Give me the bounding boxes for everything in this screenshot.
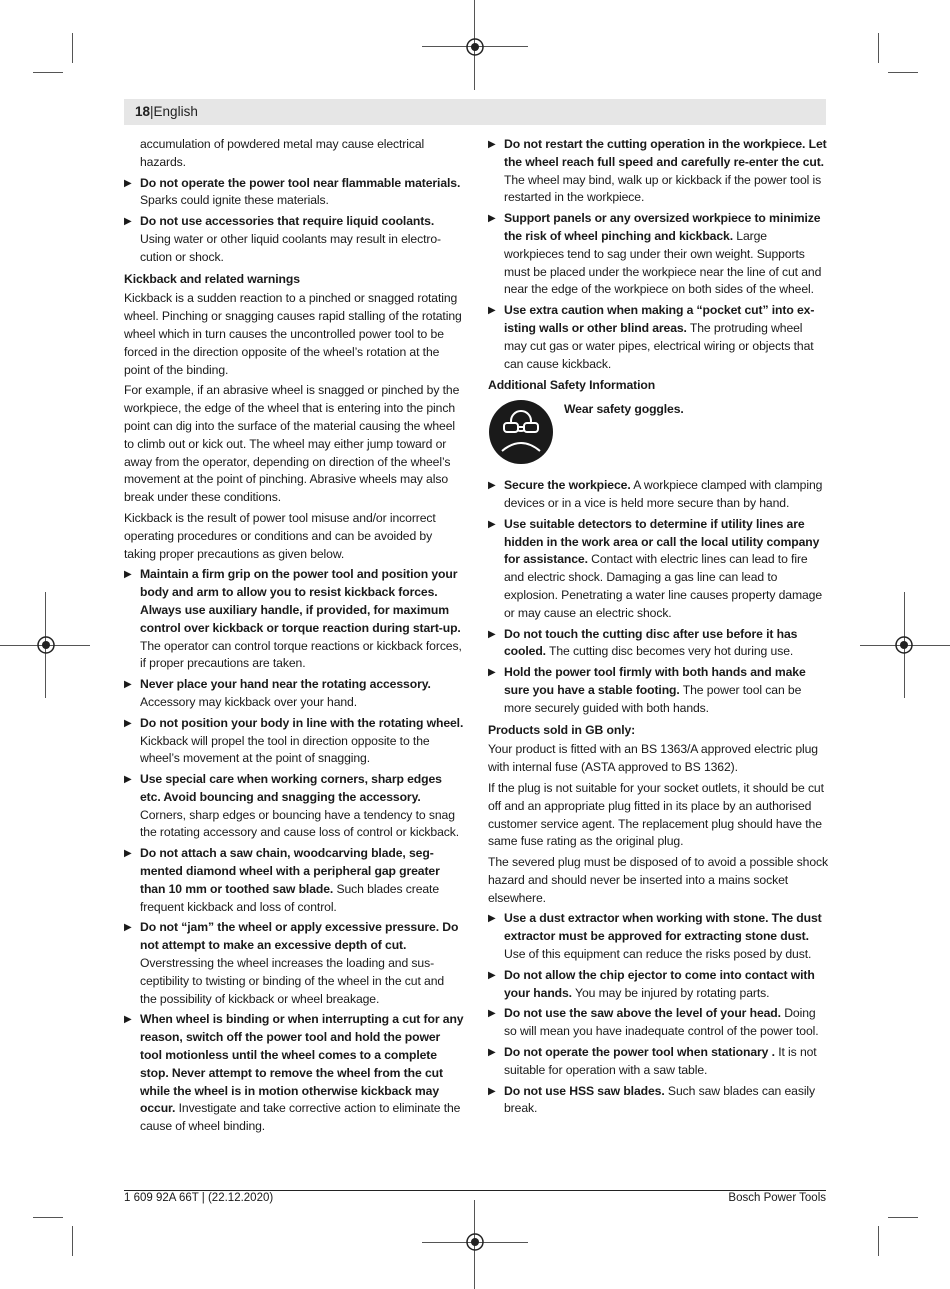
- footer-doc-id: 1 609 92A 66T | (22.12.2020): [124, 1192, 274, 1204]
- list-item: ▶ Do not use accessories that require liquid coolants. Using water or other liquid coolants may result in electrocution or shock.: [124, 214, 442, 264]
- list-item: ▶ Use a dust extractor when working with stone. The dust extractor must be approved for extracting stone dust. Use of this equipment can reduce the risks posed by dust.: [488, 911, 822, 962]
- list-item: ▶ Secure the workpiece. A workpiece clamped with clamping devices or in a vice is held more secure than by hand.: [488, 478, 823, 510]
- paragraph: The severed plug must be disposed of to avoid a possible shock hazard and should never be inserted into a mains socket elsewhere.: [488, 855, 828, 905]
- list-item: ▶ Do not attach a saw chain, woodcarving blade, segmented diamond wheel with a peripheral gap greater than 10 mm or toothed saw blade. Such blades create frequent kickback and loss of control.: [124, 846, 440, 914]
- list-item: ▶ Use extra caution when making a “pocket cut” into existing walls or other blind areas. The protruding wheel may cut gas or water pipes, electrical wiring or objects that can cause kickback.: [488, 303, 815, 371]
- paragraph: For example, if an abrasive wheel is snagged or pinched by the workpiece, the edge of the wheel that is entering into the pinch point can dig into the surface of the material causing the wheel to climb out or kick out. The wheel may either jump toward or away from the operator, depending on direction of the wheel’s movement at the point of pinching. Abrasive wheels may also break under these conditions.: [124, 383, 460, 505]
- footer-brand: Bosch Power Tools: [728, 1192, 826, 1204]
- crop-mark: [888, 1217, 918, 1218]
- bullet-arrow-icon: ▶: [124, 1014, 132, 1026]
- bullet-arrow-icon: ▶: [124, 177, 132, 189]
- crop-mark: [72, 1226, 73, 1256]
- list-item: ▶ Maintain a firm grip on the power tool and position your body and arm to allow you to resist kickback forces. Always use auxiliary handle, if provided, for maximum control over kickback or torque reaction during start-up. The operator can control torque reactions or kickback forces, if proper precautions are taken.: [124, 567, 462, 671]
- bullet-arrow-icon: ▶: [488, 305, 496, 317]
- list-item: ▶ Do not position your body in line with the rotating wheel. Kickback will propel the tool in direction opposite to the wheel’s movement at the point of snagging.: [124, 715, 464, 766]
- bullet-arrow-icon: ▶: [488, 667, 496, 679]
- bullet-arrow-icon: ▶: [124, 717, 132, 729]
- header-language: English: [153, 104, 198, 119]
- goggles-notice: [488, 399, 828, 469]
- crop-mark: [33, 1217, 63, 1218]
- bullet-arrow-icon: ▶: [124, 774, 132, 786]
- list-item: ▶ Do not restart the cutting operation in the workpiece. Let the wheel reach full speed and carefully re-enter the cut. The wheel may bind, walk up or kickback if the power tool is restarted in the workpiece.: [488, 137, 827, 205]
- bullet-arrow-icon: ▶: [488, 1047, 496, 1059]
- list-item: ▶ Do not “jam” the wheel or apply excessive pressure. Do not attempt to make an excessive depth of cut. Overstressing the wheel increases the loading and susceptibility to twisting or binding of the wheel in the cut and the possibility of kickback or wheel breakage.: [124, 920, 459, 1006]
- bullet-arrow-icon: ▶: [488, 139, 496, 150]
- crop-mark: [72, 33, 73, 63]
- crop-mark: [878, 1226, 879, 1256]
- paragraph: Kickback is the result of power tool misuse and/or incorrect operating procedures or conditions and can be avoided by taking proper precautions as given below.: [124, 510, 436, 561]
- paragraph: Your product is fitted with an BS 1363/A approved electric plug with internal fuse (ASTA approved to BS 1362).: [488, 742, 818, 775]
- list-item: ▶ Do not operate the power tool when stationary . It is not suitable for operation with a saw table.: [488, 1045, 817, 1077]
- crop-mark: [33, 72, 63, 73]
- bullet-arrow-icon: ▶: [124, 216, 132, 228]
- paragraph: If the plug is not suitable for your socket outlets, it should be cut off and an appropriate plug fitted in its place by an authorised customer service agent. The replacement plug should have the same fuse rating as the original plug.: [488, 780, 824, 849]
- registration-mark-icon: [35, 634, 57, 656]
- registration-mark-icon: [893, 634, 915, 656]
- continued-text: accumulation of powdered metal may cause electrical hazards.: [140, 137, 425, 169]
- bullet-arrow-icon: ▶: [488, 969, 496, 981]
- list-item: ▶ When wheel is binding or when interrupting a cut for any reason, switch off the power tool and hold the power tool motionless until the wheel comes to a complete stop. Never attempt to remove the wheel from the cut while the wheel is in motion otherwise kickback may occur. Investigate and take corrective action to eliminate the cause of wheel binding.: [124, 1012, 464, 1134]
- list-item: ▶ Use special care when working corners, sharp edges etc. Avoid bouncing and snagging the accessory. Corners, sharp edges or bouncing have a tendency to snag the rotating accessory and cause loss of control or kickback.: [124, 772, 460, 840]
- list-item: ▶ Do not use HSS saw blades. Such saw blades can easily break.: [488, 1083, 816, 1116]
- safety-goggles-icon: [488, 399, 554, 465]
- bullet-arrow-icon: ▶: [488, 480, 496, 492]
- list-item: ▶ Do not use the saw above the level of your head. Doing so will mean you have inadequate control of the power tool.: [488, 1006, 819, 1039]
- list-item: ▶ Hold the power tool firmly with both hands and make sure you have a stable footing. The power tool can be more securely guided with both hands.: [488, 665, 806, 715]
- bullet-arrow-icon: ▶: [488, 1008, 496, 1020]
- list-item: ▶ Do not touch the cutting disc after use before it has cooled. The cutting disc becomes very hot during use.: [488, 626, 798, 659]
- header-separator: |: [150, 104, 154, 119]
- paragraph: Kickback is a sudden reaction to a pinched or snagged rotating wheel. Pinching or snagging causes rapid stalling of the rotating wheel which in turn causes the uncontrolled power tool to be forced in the direction opposite of the wheel’s rotation at the point of the binding.: [124, 291, 462, 377]
- bullet-arrow-icon: ▶: [124, 922, 132, 934]
- bullet-arrow-icon: ▶: [124, 848, 132, 860]
- bullet-arrow-icon: ▶: [488, 213, 496, 225]
- list-item: ▶ Do not operate the power tool near flammable materials. Sparks could ignite these materials.: [124, 175, 461, 208]
- registration-mark-icon: [464, 1231, 486, 1253]
- footer-rule: [124, 1190, 826, 1191]
- left-column: [124, 136, 464, 1139]
- list-item: ▶ Never place your hand near the rotating accessory. Accessory may kickback over your hand.: [124, 677, 431, 709]
- bullet-arrow-icon: ▶: [124, 679, 132, 691]
- section-heading: Products sold in GB only:: [488, 722, 636, 737]
- bullet-arrow-icon: ▶: [488, 1085, 496, 1097]
- goggles-label: Wear safety goggles.: [564, 402, 684, 417]
- section-heading: Additional Safety Information: [488, 378, 656, 393]
- list-item: ▶ Do not allow the chip ejector to come into contact with your hands. You may be injured by rotating parts.: [488, 967, 815, 1000]
- bullet-arrow-icon: ▶: [488, 913, 496, 925]
- page-header: [124, 99, 826, 125]
- bullet-arrow-icon: ▶: [124, 569, 132, 581]
- list-item: ▶ Use suitable detectors to determine if utility lines are hidden in the work area or call the local utility company for assistance. Contact with electric lines can lead to fire and electric shock. Damaging a gas line can lead to explosion. Penetrating a water line causes property damage or may cause an electric shock.: [488, 516, 823, 620]
- registration-mark-icon: [464, 36, 486, 58]
- bullet-arrow-icon: ▶: [488, 518, 496, 530]
- bullet-arrow-icon: ▶: [488, 628, 496, 640]
- page-number: 18: [135, 104, 151, 119]
- section-heading: Kickback and related warnings: [124, 271, 300, 286]
- crop-mark: [888, 72, 918, 73]
- crop-mark: [878, 33, 879, 63]
- right-column: [488, 136, 828, 1121]
- list-item: ▶ Support panels or any oversized workpiece to minimize the risk of wheel pinching and kickback. Large workpieces tend to sag under their own weight. Supports must be placed under the workpiece near the line of cut and near the edge of the workpiece on both sides of the wheel.: [488, 211, 822, 297]
